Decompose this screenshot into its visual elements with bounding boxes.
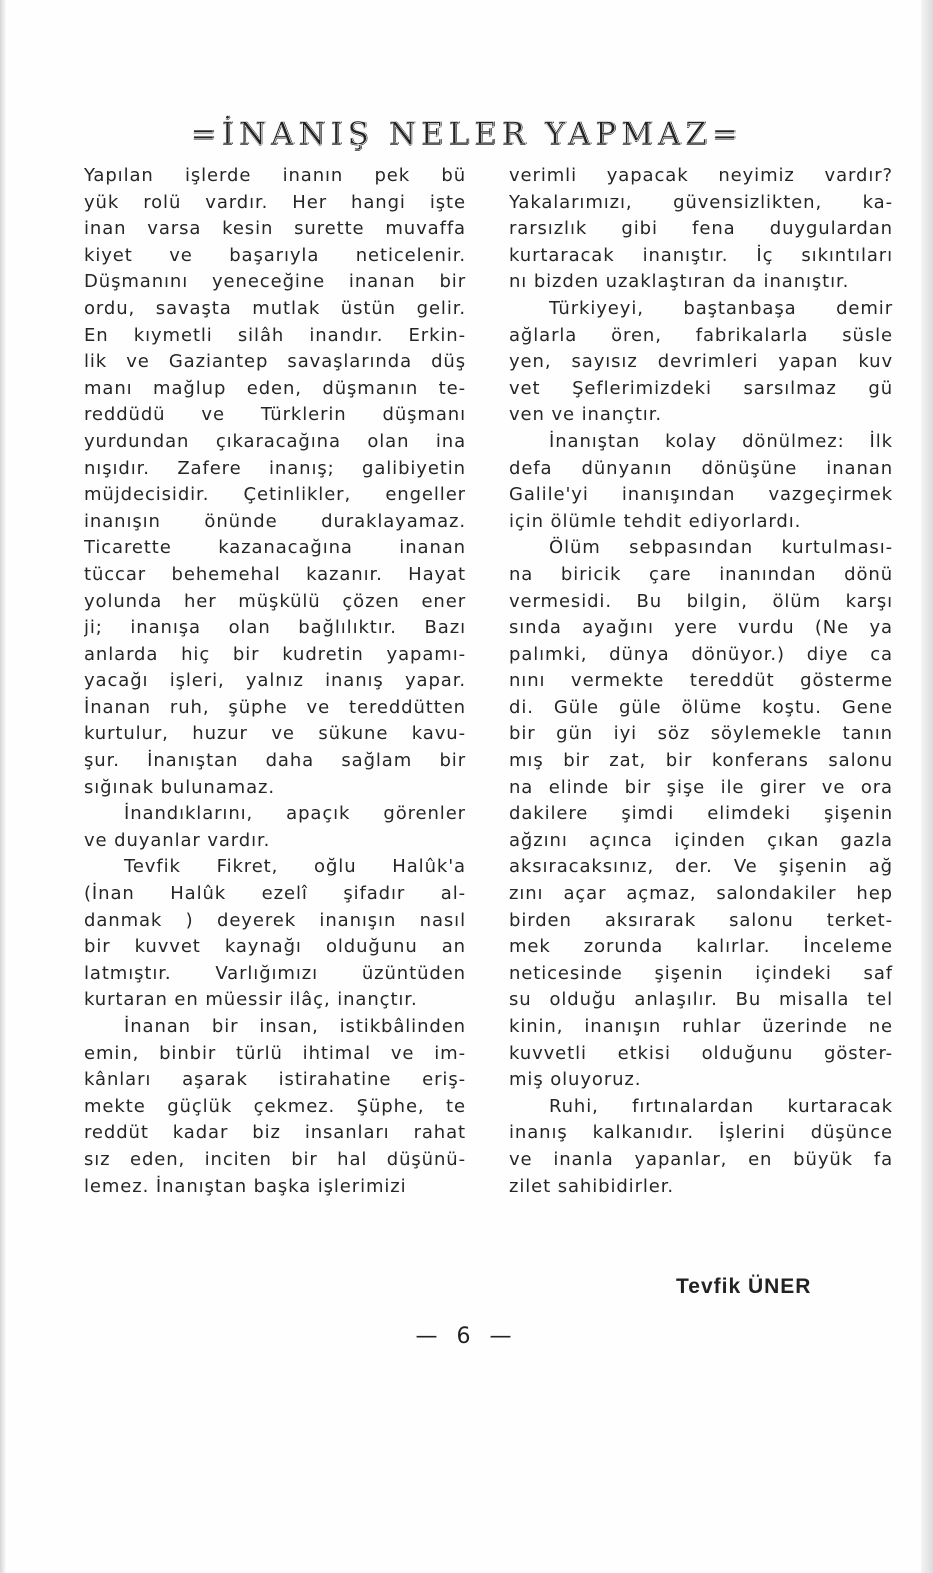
- text-line: lemez. İnanıştan başka işlerimizi: [84, 1175, 407, 1197]
- text-line: aksıracaksınız, der. Ve şişenin ağ: [509, 856, 893, 878]
- text-line: kinin, inanışın ruhlar üzerinde ne: [509, 1016, 893, 1037]
- text-line: zını açar açmaz, salondakiler hep: [509, 883, 893, 905]
- text-line: ve duyanlar vardır.: [84, 829, 271, 851]
- text-line: Yakalarımızı, güvensizlikten, ka-: [509, 191, 893, 213]
- text-line: birden aksırarak salonu terket-: [509, 909, 893, 931]
- text-line: reddüdü ve Türklerin düşmanı: [84, 404, 466, 426]
- text-line: sında ayağını yere vurdu (Ne ya: [509, 617, 893, 639]
- text-line: mek zorunda kalırlar. İnceleme: [509, 936, 893, 958]
- text-line: Düşmanını yeneceğine inanan bir: [84, 271, 466, 293]
- text-line: yolunda her müşkülü çözen ener: [84, 590, 466, 612]
- text-line: ven ve inançtır.: [509, 404, 662, 426]
- text-line: palımki, dünya dönüyor.) diye ca: [509, 643, 893, 665]
- text-line: anlarda hiç bir kudretin yapamı-: [84, 643, 466, 665]
- text-line: Türkiyeyi, baştanbaşa demir: [549, 297, 893, 319]
- text-line: neticesinde şişenin içindeki saf: [509, 962, 893, 984]
- text-line: mış bir zat, bir konferans salonu: [509, 750, 893, 772]
- text-line: Yapılan işlerde inanın pek bü: [84, 165, 466, 186]
- text-line: kiyet ve başarıyla neticelenir.: [84, 244, 466, 266]
- right-text-column: [509, 163, 893, 1200]
- text-line: İnandıklarını, apaçık görenler: [124, 803, 466, 825]
- text-line: şur. İnanıştan daha sağlam bir: [84, 750, 466, 772]
- text-line: mekte güçlük çekmez. Şüphe, te: [84, 1095, 466, 1117]
- text-line: defa dünyanın dönüşüne inanan: [509, 457, 893, 479]
- text-line: sığınak bulunamaz.: [84, 776, 276, 798]
- text-line: lik ve Gaziantep savaşlarında düş: [84, 351, 466, 373]
- text-line: na elinde bir şişe ile girer ve ora: [509, 776, 893, 798]
- text-line: bir gün iyi söz söylemekle tanın: [509, 723, 893, 745]
- text-line: yük rolü vardır. Her hangi işte: [84, 191, 466, 213]
- text-line: için ölümle tehdit ediyorlardı.: [509, 510, 802, 532]
- text-line: danmak ) deyerek inanışın nasıl: [84, 909, 466, 931]
- text-line: di. Güle güle ölüme koştu. Gene: [509, 696, 893, 718]
- text-line: emin, binbir türlü ihtimal ve im-: [84, 1042, 466, 1064]
- text-line: vermesidi. Bu bilgin, ölüm karşı: [509, 590, 893, 612]
- text-line: reddüt kadar biz insanları rahat: [84, 1122, 466, 1144]
- text-line: miş oluyoruz.: [509, 1069, 642, 1091]
- text-line: ağlarla ören, fabrikalarla süsle: [509, 324, 893, 346]
- article-title: =İNANIŞ NELER YAPMAZ=: [190, 116, 743, 152]
- text-line: ağzını açınca içinden çıkan gazla: [509, 829, 893, 851]
- text-line: İnanan ruh, şüphe ve tereddütten: [84, 696, 466, 718]
- text-line: rarsızlık gibi fena duygulardan: [509, 218, 893, 240]
- text-line: En kıymetli silâh inandır. Erkin-: [84, 324, 466, 346]
- text-line: (İnan Halûk ezelî şifadır al-: [84, 883, 466, 905]
- text-line: ji; inanışa olan bağlılıktır. Bazı: [84, 617, 466, 639]
- text-line: nı bizden uzaklaştıran da inanıştır.: [509, 271, 850, 293]
- author-signature: Tevfik ÜNER: [676, 1275, 812, 1298]
- text-line: ve inanla yapanlar, en büyük fa: [509, 1148, 893, 1170]
- text-line: Tevfik Fikret, oğlu Halûk'a: [124, 856, 466, 878]
- text-line: kurtaran en müessir ilâç, inançtır.: [84, 989, 418, 1011]
- text-line: yen, sayısız devrimleri yapan kuv: [509, 351, 893, 373]
- text-line: bir kuvvet kaynağı olduğunu an: [84, 936, 466, 958]
- text-line: inan varsa kesin surette muvaffa: [84, 218, 466, 240]
- text-line: inanışın önünde duraklayamaz.: [84, 510, 466, 532]
- text-line: Galile'yi inanışından vazgeçirmek: [509, 484, 893, 506]
- text-line: verimli yapacak neyimiz vardır?: [509, 165, 893, 186]
- text-line: müjdecisidir. Çetinlikler, engeller: [84, 484, 466, 506]
- text-line: su olduğu anlaşılır. Bu misalla tel: [509, 989, 893, 1011]
- text-line: yurdundan çıkaracağına olan ina: [84, 430, 466, 452]
- left-text-column: [84, 163, 466, 1200]
- text-line: ordu, savaşta mutlak üstün gelir.: [84, 297, 466, 319]
- text-line: tüccar behemehal kazanır. Hayat: [84, 563, 466, 585]
- text-line: dakilere şimdi elimdeki şişenin: [509, 803, 893, 825]
- text-line: kurtulur, huzur ve sükune kavu-: [84, 723, 466, 745]
- text-line: nışıdır. Zafere inanış; galibiyetin: [84, 457, 466, 479]
- text-line: kuvvetli etkisi olduğunu göster-: [509, 1042, 893, 1064]
- text-line: zilet sahibidirler.: [509, 1175, 675, 1197]
- text-line: sız eden, inciten bir hal düşünü-: [84, 1148, 466, 1170]
- text-line: Ruhi, fırtınalardan kurtaracak: [549, 1095, 893, 1117]
- text-line: na biricik çare inanından dönü: [509, 563, 893, 585]
- text-line: inanış kalkanıdır. İşlerini düşünce: [509, 1122, 893, 1144]
- text-line: İnanan bir insan, istikbâlinden: [124, 1016, 466, 1037]
- text-line: İnanıştan kolay dönülmez: İlk: [549, 430, 893, 452]
- text-line: kurtaracak inanıştır. İç sıkıntıları: [509, 244, 893, 266]
- text-line: Ticarette kazanacağına inanan: [84, 537, 466, 559]
- text-line: manı mağlup eden, düşmanın te-: [84, 377, 466, 399]
- text-line: Ölüm sebpasından kurtulması-: [549, 537, 893, 559]
- text-line: vet Şeflerimizdeki sarsılmaz gü: [509, 377, 893, 399]
- page-number: — 6 —: [415, 1324, 518, 1349]
- text-line: latmıştır. Varlığımızı üzüntüden: [84, 962, 466, 984]
- text-line: kânları aşarak istirahatine eriş-: [84, 1069, 466, 1091]
- text-line: yacağı işleri, yalnız inanış yapar.: [84, 670, 466, 692]
- text-line: nını vermekte tereddüt gösterme: [509, 670, 893, 692]
